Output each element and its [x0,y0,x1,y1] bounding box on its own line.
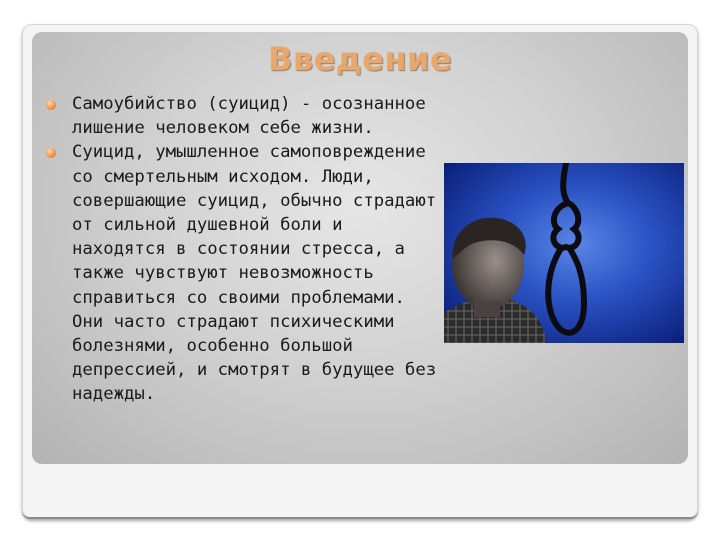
slide-title: Введение [267,40,453,78]
bullet-item-definition [46,92,446,140]
bullet-text: Самоубийство (суицид) - осознанное лишение человеком себе жизни. [72,94,426,139]
bullet-dot-icon [46,148,56,158]
boy-and-noose-photo [444,163,684,343]
slide-frame-bottom-edge [22,511,698,519]
bullet-item-description [46,140,446,406]
bullet-list [46,92,446,407]
bullet-text: Суицид, умышленное самоповреждение со смертельным исходом. Люди, совершающие суицид, обычно страдают от сильной душевной боли и находятся в состоянии стресса, а также чувствуют невозможность справиться со своими проблемами. Они часто страдают психическими болезнями, особенно большой депрессией, и смотрят в будущее без надежды. [72,142,437,405]
bullet-dot-icon [46,100,56,110]
